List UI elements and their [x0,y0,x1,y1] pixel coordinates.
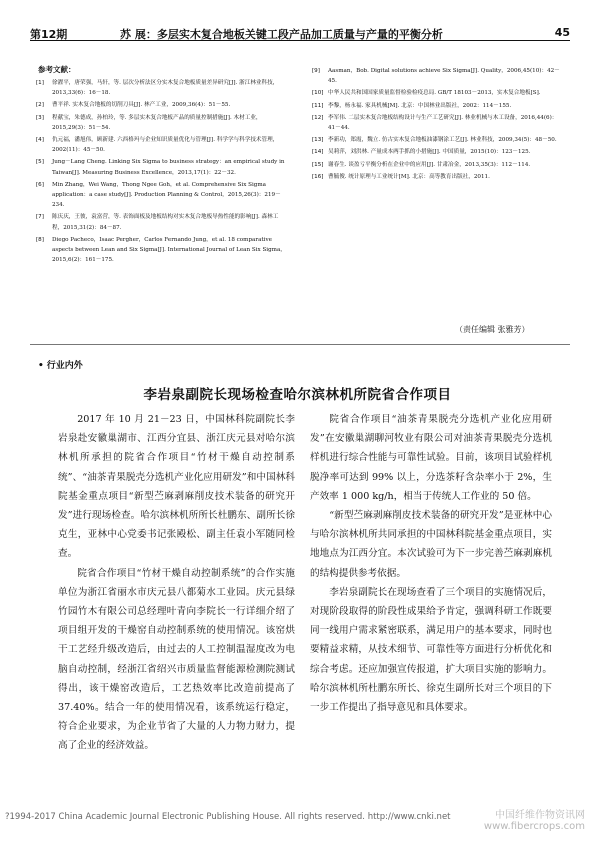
reference-text: Jung－Lang Cheng. Linking Six Sigma to business strategy：an empirical study in Taiwan[J]. Measuring Business Excellence，2013,17(1)：22－32. [52,159,285,176]
reference-text: 徐濯平，唐荣强，马轩，等. 层次分析法区分实木复合地板质量差异研究[J]. 浙江林业科技，2013,33(6)：16－18. [52,80,279,97]
article-paragraph: 院省合作项目“油茶青果脱壳分选机产业化应用研发”在安徽巢湖聊河牧业有限公司对油茶青果脱壳分选机样机进行综合性能与可靠性试验。目前，该项目试验样机脱净率可达到 99% 以上，分选茶籽含杂率小于 2%，生产效率 1 000 kg/h，相当于传统人工作业的 50 倍。 [310,414,552,502]
reference-text: 程献宝，朱德成，孙柏玲，等. 多层实木复合地板产品的质量控制措施[J]. 木材工业，2015,29(3)：51－54. [52,114,262,131]
reference-number: [16] [312,173,324,180]
reference-item [312,172,564,182]
page-number: 45 [554,26,570,39]
reference-number: [5] [36,159,44,166]
reference-text: 陈庆庆，王彼，袁富营，等. 表饰面板及地板结构对实木复合地板导热性能的影响[J]. 森林工程，2015,31(2)：84－87. [52,214,279,231]
reference-item [36,212,288,232]
article-paragraph: 李岩泉副院长在现场查看了三个项目的实施情况后，对现阶段取得的阶段性成果给予肯定，强调科研工作既要同一线用户需求紧密联系，满足用户的基本要求，同时也要精益求精，从技术细节、可靠性等方面进行分析优化和综合考虑。还应加强宣传报道，扩大项目实施的影响力。哈尔滨林机所杜鹏东所长、徐克生副所长对三个项目的下一步工作提出了指导意见和具体要求。 [310,586,552,714]
running-header [30,16,570,42]
article-title: 李岩泉副院长现场检查哈尔滨林机所院省合作项目 [143,387,452,403]
reference-text: Diego Pacheco，Isaac Pergher，Carlos Fernando Jung，et al. 18 comparative aspects between Lean and Six Sigma[J]. International Journal of Lean Six Sigma，2015,6(2)：161－175. [52,236,286,264]
article-paragraph: “新型苎麻剥麻削皮技术装备的研究开发”是亚林中心与哈尔滨林机所共同承担的中国林科院基金重点项目，实地地点为江西分宜。本次试验可为下一步完善苎麻剥麻机的结构提供参考依据。 [310,510,552,579]
reference-item [312,147,564,157]
references-left-column [36,78,288,267]
reference-item [36,180,288,211]
reference-number: [8] [36,236,44,243]
reference-text: 吴莉萍，刘洪林. 产量成本两手抓的小措施[J]. 中国质量，2015(10)：123－125. [328,149,531,156]
reference-number: [14] [312,149,324,156]
reference-text: 中华人民共和国国家质量监督检验检疫总局. GB/T 18103－2013，实木复合地板[S]. [328,90,541,97]
reference-text: Min Zhang，Wei Wang，Thong Ngee Goh，et al. Comprehensive Six Sigma application：a case study[J]. Production Planning & Control，2015,26(3)：219－234. [52,181,281,209]
reference-item [312,101,564,111]
section-label: 行业内外 [46,361,83,371]
reference-text: 谢春生. 谈盈亏平衡分析在企业中的应用[J]. 甘肃冶金，2013,35(3)：112－114. [328,161,531,168]
article-left-column [58,410,295,756]
reference-item [36,78,288,98]
reference-item [312,113,564,133]
reference-number: [11] [312,102,324,109]
reference-number: [6] [36,181,44,188]
reference-item [36,235,288,266]
section-tag [38,358,83,371]
reference-item [36,135,288,155]
reference-text: 曹平祥. 实木复合地板的切削刀具[J]. 林产工业，2009,36(4)：51－55. [52,102,231,109]
article-paragraph: 院省合作项目“竹材干燥自动控制系统”的合作实施单位为浙江省丽水市庆元县八都菊水工业园。庆元县绿竹园竹木有限公司总经理叶青向李院长一行详细介绍了项目组开发的干燥窑自动控制系统的使用情况。该窑烘干工艺经升级改造后，由过去的人工控制温湿度改为电脑自动控制，经浙江省绍兴市质量监督能源检测院测试得出，该干燥窑改造后，工艺热效率比改造前提高了 37.40%。结合一年的使用情况看，该系统运行稳定，符合企业要求，为企业节省了大量的人力物力财力，提高了企业的经济效益。 [58,567,295,752]
reference-number: [3] [36,114,44,121]
reference-text: 仇元福，潘旭伟，顾新建. 六西格玛与企业知识质量优化与管理[J]. 科学学与科学技术管理，2002(11)：45－50. [52,137,279,154]
article-right-column [310,410,552,717]
editor-credit: （责任编辑 张雅芳） [455,325,530,334]
references-heading: 参考文献： [38,65,76,74]
issue-number: 第12期 [30,28,68,41]
header-rule [30,40,570,41]
reference-item [36,157,288,177]
article-paragraph: 2017 年 10 月 21－23 日，中国林科院副院长李岩泉赴安徽巢湖市、江西分宜县、浙江庆元县对哈尔滨林机所承担的院省合作项目“竹材干燥自动控制系统”、“油茶青果脱壳分选机产业化应用研发”和中国林科院基金重点项目“新型苎麻剥麻削皮技术装备的研究开发”进行现场检查。哈尔滨林机所所长杜鹏东、副所长徐克生，亚林中心党委书记张殿松、副主任袁小军随同检查。 [58,414,295,560]
reference-text: 李军伟. 二层实木复合地板结构设计与生产工艺研究[J]. 林业机械与木工设备，2016,44(6)：41－44. [328,114,558,132]
reference-text: 李黎，杨永福. 家具机械[M]. 北京：中国林业出版社，2002：114－155. [328,102,512,109]
reference-item [312,160,564,170]
reference-number: [1] [36,80,44,86]
running-title: 苏 展：多层实木复合地板关键工段产品加工质量与产量的平衡分析 [120,28,443,41]
reference-text: 曹毓俊. 统计原理与工业统计[M]. 北京：高等教育出版社，2011. [328,173,490,180]
reference-number: [12] [312,114,324,121]
section-divider [30,344,570,345]
reference-number: [9] [312,68,320,74]
reference-item [36,100,288,110]
reference-item [312,135,564,145]
reference-item [36,113,288,133]
reference-number: [2] [36,102,44,109]
reference-number: [10] [312,90,324,97]
reference-number: [15] [312,161,324,168]
reference-text: 李新功，郑霞，魏立. 仿古实木复合地板油漆钢涂工艺[J]. 林业科技，2009,34(5)：48－50. [328,137,557,144]
reference-text: Aasman，Bob. Digital solutions achieve Six Sigma[J]. Quality，2006,45(10)：42－45. [328,68,560,85]
bullet-icon: • [38,361,44,371]
watermark-cn: 中国纤维作物资讯网 [495,810,585,821]
reference-item [312,66,564,86]
reference-number: [4] [36,137,44,144]
page-footer [0,808,595,832]
copyright-notice: ?1994-2017 China Academic Journal Electronic Publishing House. All rights reserved. http://www.cnki.net [5,812,451,822]
references-right-column [312,66,564,184]
reference-number: [13] [312,137,324,144]
watermark [484,810,585,832]
reference-number: [7] [36,214,44,221]
reference-item [312,88,564,98]
watermark-url: www.fibercrops.com [483,821,585,832]
